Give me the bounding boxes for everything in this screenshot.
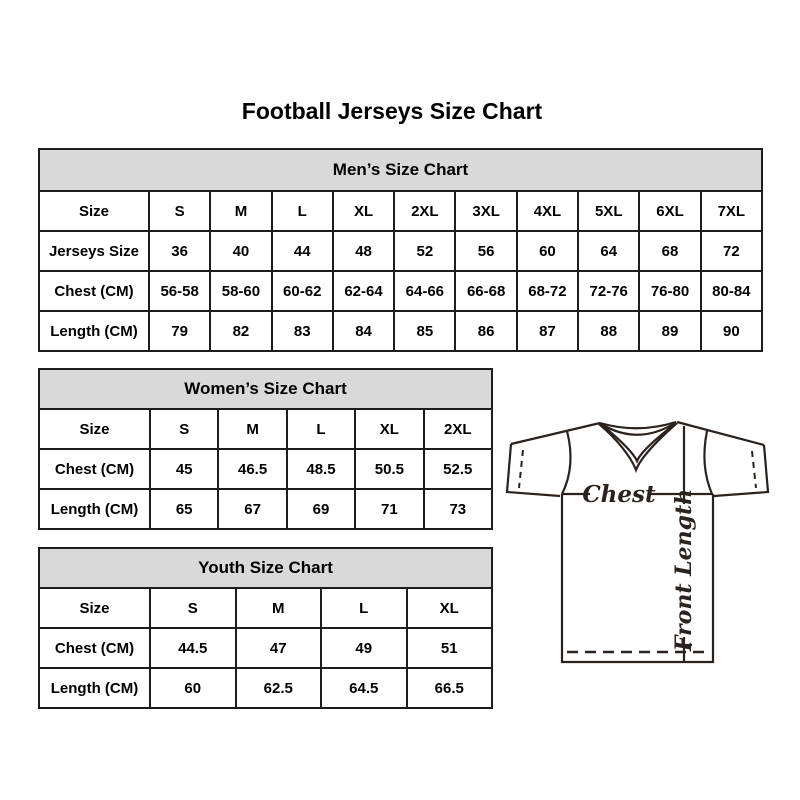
armhole-right-seam: [704, 431, 712, 494]
sleeve-left-seam-stitch: [519, 450, 523, 488]
value-cell: 79: [149, 311, 210, 351]
value-cell: 44.5: [150, 628, 236, 668]
value-cell: 80-84: [701, 271, 762, 311]
value-cell: 2XL: [424, 409, 492, 449]
front-length-measure-label: Front Length: [671, 488, 697, 652]
table-header-row: [39, 369, 492, 409]
value-cell: 3XL: [455, 191, 516, 231]
value-cell: 82: [210, 311, 271, 351]
value-cell: 86: [455, 311, 516, 351]
value-cell: 49: [321, 628, 407, 668]
value-cell: 36: [149, 231, 210, 271]
row-label-cell: Chest (CM): [39, 628, 150, 668]
value-cell: 62-64: [333, 271, 394, 311]
table-header-title: Women’s Size Chart: [39, 369, 492, 409]
value-cell: 52.5: [424, 449, 492, 489]
sleeve-right-seam-stitch: [752, 451, 756, 488]
collar-rim-arc: [600, 422, 676, 428]
value-cell: 85: [394, 311, 455, 351]
value-cell: 66-68: [455, 271, 516, 311]
value-cell: L: [321, 588, 407, 628]
collar-v-outer: [599, 423, 677, 470]
value-cell: S: [150, 409, 218, 449]
table-row: [39, 271, 762, 311]
value-cell: 73: [424, 489, 492, 529]
value-cell: S: [150, 588, 236, 628]
value-cell: S: [149, 191, 210, 231]
value-cell: 72: [701, 231, 762, 271]
value-cell: 89: [639, 311, 700, 351]
shoulder-left-line: [511, 423, 600, 444]
value-cell: 64.5: [321, 668, 407, 708]
value-cell: 65: [150, 489, 218, 529]
value-cell: M: [210, 191, 271, 231]
value-cell: 46.5: [218, 449, 286, 489]
value-cell: 72-76: [578, 271, 639, 311]
shoulder-right-line: [677, 422, 764, 445]
value-cell: 66.5: [407, 668, 493, 708]
value-cell: 62.5: [236, 668, 322, 708]
table-row: [39, 449, 492, 489]
value-cell: L: [272, 191, 333, 231]
table-row: [39, 668, 492, 708]
row-label-cell: Jerseys Size: [39, 231, 149, 271]
table-row: [39, 231, 762, 271]
row-label-cell: Size: [39, 409, 150, 449]
value-cell: 84: [333, 311, 394, 351]
value-cell: 56-58: [149, 271, 210, 311]
value-cell: 47: [236, 628, 322, 668]
value-cell: XL: [355, 409, 423, 449]
table-row: [39, 191, 762, 231]
value-cell: 5XL: [578, 191, 639, 231]
mens-size-chart-table: [38, 148, 763, 352]
value-cell: 40: [210, 231, 271, 271]
chest-measure-label: Chest: [582, 481, 656, 508]
value-cell: 64: [578, 231, 639, 271]
value-cell: 51: [407, 628, 493, 668]
sleeve-right-outline: [714, 445, 768, 496]
value-cell: 48.5: [287, 449, 355, 489]
table-header-row: [39, 149, 762, 191]
value-cell: 67: [218, 489, 286, 529]
value-cell: 6XL: [639, 191, 700, 231]
value-cell: 88: [578, 311, 639, 351]
value-cell: 60-62: [272, 271, 333, 311]
youth-size-chart-table: [38, 547, 493, 709]
table-row: [39, 628, 492, 668]
value-cell: 44: [272, 231, 333, 271]
value-cell: 68: [639, 231, 700, 271]
value-cell: 60: [517, 231, 578, 271]
table-header-title: Youth Size Chart: [39, 548, 492, 588]
row-label-cell: Size: [39, 191, 149, 231]
value-cell: 83: [272, 311, 333, 351]
value-cell: 56: [455, 231, 516, 271]
value-cell: 60: [150, 668, 236, 708]
womens-size-chart-table: [38, 368, 493, 530]
value-cell: 64-66: [394, 271, 455, 311]
value-cell: XL: [333, 191, 394, 231]
row-label-cell: Length (CM): [39, 311, 149, 351]
row-label-cell: Length (CM): [39, 668, 150, 708]
page-title: Football Jerseys Size Chart: [241, 98, 543, 124]
value-cell: 7XL: [701, 191, 762, 231]
table-row: [39, 489, 492, 529]
body-outline: [562, 494, 713, 662]
collar-v-inner: [602, 424, 675, 461]
value-cell: 58-60: [210, 271, 271, 311]
value-cell: 50.5: [355, 449, 423, 489]
value-cell: 68-72: [517, 271, 578, 311]
value-cell: XL: [407, 588, 493, 628]
armhole-left-seam: [562, 431, 571, 494]
row-label-cell: Length (CM): [39, 489, 150, 529]
value-cell: 2XL: [394, 191, 455, 231]
row-label-cell: Size: [39, 588, 150, 628]
table-header-row: [39, 548, 492, 588]
value-cell: 90: [701, 311, 762, 351]
row-label-cell: Chest (CM): [39, 271, 149, 311]
value-cell: 87: [517, 311, 578, 351]
value-cell: 71: [355, 489, 423, 529]
row-label-cell: Chest (CM): [39, 449, 150, 489]
collar-band-arc: [601, 423, 675, 435]
value-cell: 69: [287, 489, 355, 529]
value-cell: 48: [333, 231, 394, 271]
sleeve-left-outline: [507, 444, 560, 496]
table-row: [39, 311, 762, 351]
value-cell: M: [218, 409, 286, 449]
value-cell: 76-80: [639, 271, 700, 311]
value-cell: L: [287, 409, 355, 449]
table-header-title: Men’s Size Chart: [39, 149, 762, 191]
value-cell: 45: [150, 449, 218, 489]
table-row: [39, 588, 492, 628]
value-cell: 52: [394, 231, 455, 271]
value-cell: 4XL: [517, 191, 578, 231]
table-row: [39, 409, 492, 449]
value-cell: M: [236, 588, 322, 628]
